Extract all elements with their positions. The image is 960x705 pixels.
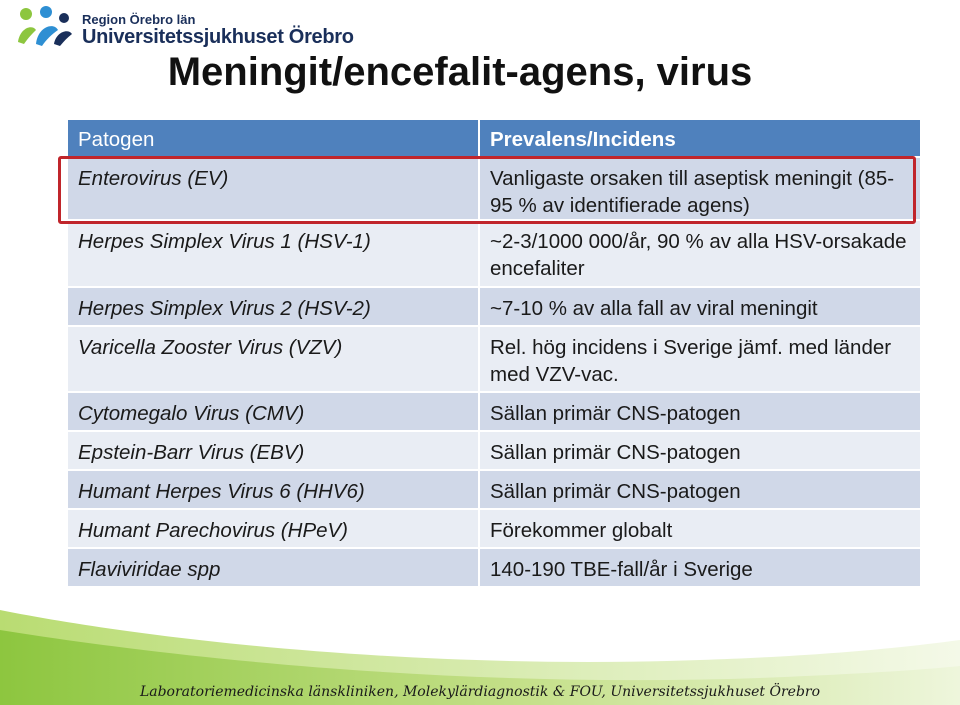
pathogen-cell: Enterovirus (EV): [67, 157, 479, 220]
prevalence-cell: Rel. hög incidens i Sverige jämf. med länder med VZV-vac.: [479, 326, 921, 392]
pathogen-cell: Humant Parechovirus (HPeV): [67, 509, 479, 548]
prevalence-cell: Sällan primär CNS-patogen: [479, 470, 921, 509]
logo-region-text: Region Örebro län: [82, 12, 196, 27]
pathogen-cell: Epstein-Barr Virus (EBV): [67, 431, 479, 470]
people-figures-logo-icon: [14, 4, 78, 48]
table-row: [67, 431, 921, 470]
table-row: [67, 220, 921, 287]
logo: [14, 4, 354, 48]
prevalence-cell: Förekommer globalt: [479, 509, 921, 548]
page-title: Meningit/encefalit-agens, virus: [167, 50, 753, 94]
pathogen-cell: Herpes Simplex Virus 1 (HSV-1): [67, 220, 479, 287]
table-row: [67, 326, 921, 392]
header-prevalence: Prevalens/Incidens: [479, 119, 921, 157]
prevalence-cell: ~7-10 % av alla fall av viral meningit: [479, 287, 921, 326]
table-row: [67, 509, 921, 548]
logo-hospital-text: Universitetssjukhuset Örebro: [82, 26, 354, 48]
prevalence-cell: Sällan primär CNS-patogen: [479, 392, 921, 431]
header-pathogen: Patogen: [67, 119, 479, 157]
highlight-box: [58, 156, 916, 224]
prevalence-cell: Vanligaste orsaken till aseptisk meningit (85-95 % av identifierade agens): [479, 157, 921, 220]
prevalence-cell: 140-190 TBE-fall/år i Sverige: [479, 548, 921, 587]
table-row: [67, 470, 921, 509]
table-header-row: [67, 119, 921, 157]
pathogen-cell: Flaviviridae spp: [67, 548, 479, 587]
footer-text: Laboratoriemedicinska länskliniken, Molekylärdiagnostik & FOU, Universitetssjukhuset Örebro: [139, 684, 821, 700]
table-row: [67, 548, 921, 587]
pathogen-cell: Herpes Simplex Virus 2 (HSV-2): [67, 287, 479, 326]
prevalence-cell: ~2-3/1000 000/år, 90 % av alla HSV-orsakade encefaliter: [479, 220, 921, 287]
table-row: [67, 287, 921, 326]
pathogen-cell: Varicella Zooster Virus (VZV): [67, 326, 479, 392]
pathogen-cell: Cytomegalo Virus (CMV): [67, 392, 479, 431]
pathogen-cell: Humant Herpes Virus 6 (HHV6): [67, 470, 479, 509]
table-row: [67, 392, 921, 431]
prevalence-cell: Sällan primär CNS-patogen: [479, 431, 921, 470]
